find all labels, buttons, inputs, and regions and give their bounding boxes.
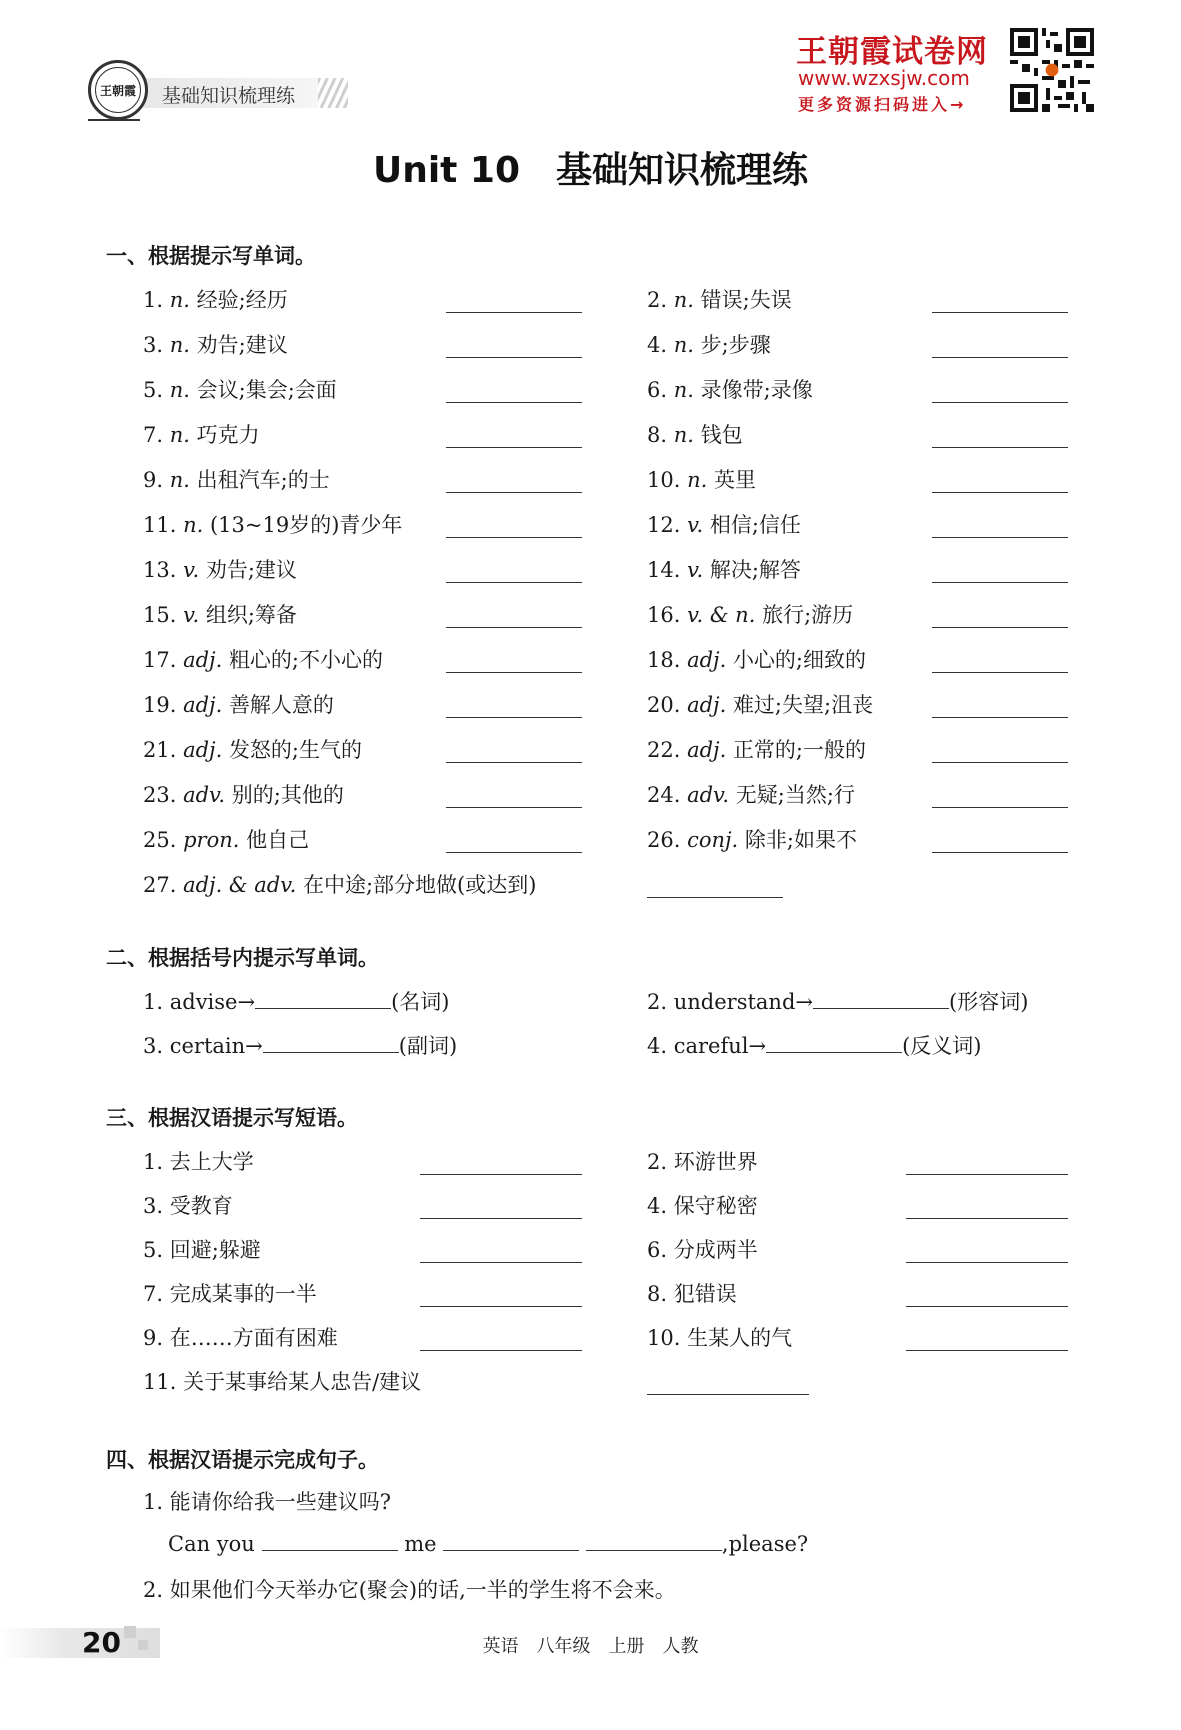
s1-answer-blank-5[interactable] [446, 402, 582, 403]
s1-item-num: 27. [143, 873, 177, 897]
s1-item-20 [647, 689, 873, 719]
s1-answer-blank-10[interactable] [932, 492, 1068, 493]
s3-item-text: 受教育 [169, 1194, 233, 1218]
s1-item-num: 25. [143, 828, 177, 852]
s2-item-2 [647, 986, 1028, 1016]
s1-item-pos: v. & n. [687, 603, 756, 627]
s1-item-num: 10. [647, 468, 681, 492]
s3-item-text: 关于某事给某人忠告/建议 [183, 1370, 422, 1394]
section1-title: 一、根据提示写单词。 [106, 244, 316, 268]
s3-item-text: 犯错误 [673, 1282, 737, 1306]
s1-item-num: 2. [647, 288, 668, 312]
s2-item-hint: (名词) [391, 990, 450, 1014]
brand-name: 王朝霞试卷网 [796, 34, 988, 70]
s2-item-word: understand→ [673, 990, 813, 1014]
s1-item-pos: adj. [183, 693, 223, 717]
s3-item-num: 6. [647, 1238, 668, 1262]
title-topic: 基础知识梳理练 [556, 150, 809, 191]
s1-item-num: 5. [143, 378, 164, 402]
s1-item-pos: adj. [183, 648, 223, 672]
s1-answer-blank-23[interactable] [446, 807, 582, 808]
s1-item-num: 23. [143, 783, 177, 807]
s1-item-text: 除非;如果不 [744, 828, 857, 852]
s3-item-text: 保守秘密 [673, 1194, 758, 1218]
s1-item-12 [647, 509, 801, 539]
s2-answer-blank[interactable] [766, 1032, 902, 1053]
s3-item-num: 8. [647, 1282, 668, 1306]
s1-item-text: 无疑;当然;行 [735, 783, 855, 807]
s1-item-num: 12. [647, 513, 681, 537]
s1-item-pos: n. [673, 288, 694, 312]
s3-item-num: 9. [143, 1326, 164, 1350]
s3-item-text: 回避;躲避 [169, 1238, 261, 1262]
s4-q1-blank-2[interactable] [443, 1530, 579, 1551]
s1-answer-blank-14[interactable] [932, 582, 1068, 583]
s3-item-text: 生某人的气 [687, 1326, 793, 1350]
s3-answer-blank-5[interactable] [420, 1262, 582, 1263]
s1-item-num: 19. [143, 693, 177, 717]
s1-answer-blank-2[interactable] [932, 312, 1068, 313]
s1-item-2 [647, 284, 792, 314]
s1-item-text: 钱包 [700, 423, 743, 447]
publisher-logo [88, 60, 148, 120]
s2-item-word: advise→ [169, 990, 256, 1014]
s1-item-8 [647, 419, 743, 449]
s1-answer-blank-9[interactable] [446, 492, 582, 493]
s1-answer-blank-26[interactable] [932, 852, 1068, 853]
s1-answer-blank-25[interactable] [446, 852, 582, 853]
s1-answer-blank-17[interactable] [446, 672, 582, 673]
s1-item-3 [143, 329, 288, 359]
section2-title: 二、根据括号内提示写单词。 [106, 946, 379, 970]
s3-answer-blank-2[interactable] [906, 1174, 1068, 1175]
s1-item-num: 6. [647, 378, 668, 402]
s2-item-4 [647, 1030, 981, 1060]
s4-q1-blank-3[interactable] [586, 1530, 722, 1551]
s1-item-21 [143, 734, 362, 764]
s1-item-pos: adj. [687, 738, 727, 762]
s1-answer-blank-3[interactable] [446, 357, 582, 358]
s2-answer-blank[interactable] [255, 988, 391, 1009]
s3-item-10 [647, 1322, 792, 1352]
header-stripes [318, 78, 348, 108]
s3-answer-blank-11[interactable] [647, 1394, 809, 1395]
s1-item-pos: v. [687, 513, 704, 537]
s1-item-pos: adv. [183, 783, 226, 807]
s1-item-text: 录像带;录像 [700, 378, 813, 402]
s1-item-pos: adj. [687, 648, 727, 672]
s1-item-19 [143, 689, 334, 719]
s2-item-word: careful→ [673, 1034, 767, 1058]
s1-answer-blank-21[interactable] [446, 762, 582, 763]
s1-item-num: 3. [143, 333, 164, 357]
s3-item-9 [143, 1322, 338, 1352]
s3-item-11 [143, 1366, 421, 1396]
s3-answer-blank-10[interactable] [906, 1350, 1068, 1351]
s1-item-pos: n. [169, 333, 190, 357]
s1-item-text: 粗心的;不小心的 [228, 648, 384, 672]
s1-item-num: 1. [143, 288, 164, 312]
s3-item-num: 2. [647, 1150, 668, 1174]
s1-answer-blank-15[interactable] [446, 627, 582, 628]
s1-answer-blank-1[interactable] [446, 312, 582, 313]
s3-item-7 [143, 1278, 317, 1308]
s1-item-pos: n. [687, 468, 708, 492]
s1-item-num: 16. [647, 603, 681, 627]
s1-item-26 [647, 824, 857, 854]
s1-item-text: 会议;集会;会面 [196, 378, 337, 402]
qr-code-icon[interactable] [1010, 28, 1094, 112]
s1-item-text: 组织;筹备 [205, 603, 297, 627]
s3-answer-blank-6[interactable] [906, 1262, 1068, 1263]
s4-q1-num: 1. [143, 1490, 164, 1514]
s4-q1-sentence [168, 1530, 808, 1556]
s4-q2-cn: 如果他们今天举办它(聚会)的话,一半的学生将不会来。 [169, 1578, 676, 1602]
s1-item-10 [647, 464, 756, 494]
s1-item-num: 8. [647, 423, 668, 447]
s1-answer-blank-16[interactable] [932, 627, 1068, 628]
s1-item-pos: n. [169, 468, 190, 492]
s3-answer-blank-9[interactable] [420, 1350, 582, 1351]
s4-q1-en-c: ,please? [721, 1532, 809, 1556]
s2-item-num: 2. [647, 990, 668, 1014]
s4-q1-en-a: Can you [168, 1532, 255, 1556]
s1-item-text: 解决;解答 [709, 558, 801, 582]
s2-item-hint: (副词) [398, 1034, 458, 1058]
s1-item-num: 11. [143, 513, 177, 537]
s1-item-text: 难过;失望;沮丧 [732, 693, 874, 717]
s2-answer-blank[interactable] [263, 1032, 399, 1053]
s1-item-pos: n. [673, 423, 694, 447]
s1-item-num: 20. [647, 693, 681, 717]
s1-item-pos: n. [169, 378, 190, 402]
s1-item-5 [143, 374, 337, 404]
s3-item-num: 7. [143, 1282, 164, 1306]
s2-item-hint: (形容词) [949, 990, 1029, 1014]
s1-item-pos: n. [169, 423, 190, 447]
s1-item-text: 相信;信任 [709, 513, 801, 537]
logo-text: 王朝霞 [99, 83, 136, 98]
s2-answer-blank[interactable] [813, 988, 949, 1009]
s1-item-14 [647, 554, 801, 584]
s1-item-16 [647, 599, 853, 629]
s1-item-24 [647, 779, 855, 809]
s1-item-25 [143, 824, 309, 854]
s2-item-hint: (反义词) [902, 1034, 982, 1058]
s1-item-23 [143, 779, 344, 809]
s4-q1-blank-1[interactable] [262, 1530, 398, 1551]
s1-item-text: 巧克力 [196, 423, 260, 447]
s1-answer-blank-18[interactable] [932, 672, 1068, 673]
s1-item-num: 13. [143, 558, 177, 582]
s3-item-text: 在……方面有困难 [169, 1326, 338, 1350]
s1-item-text: 小心的;细致的 [732, 648, 867, 672]
s1-item-num: 24. [647, 783, 681, 807]
s1-item-num: 22. [647, 738, 681, 762]
s1-item-pos: v. [687, 558, 704, 582]
s4-q1-cn: 能请你给我一些建议吗? [169, 1490, 391, 1514]
s3-item-text: 分成两半 [673, 1238, 758, 1262]
s1-answer-blank-19[interactable] [446, 717, 582, 718]
s1-item-text: 善解人意的 [228, 693, 334, 717]
s1-item-1 [143, 284, 288, 314]
s4-q1-en-b: me [404, 1532, 437, 1556]
s3-item-text: 去上大学 [169, 1150, 254, 1174]
scan-prompt: 更多资源扫码进入→ [798, 95, 967, 114]
s1-item-text: 发怒的;生气的 [228, 738, 363, 762]
s1-answer-blank-24[interactable] [932, 807, 1068, 808]
s2-item-num: 3. [143, 1034, 164, 1058]
s1-item-7 [143, 419, 260, 449]
s3-answer-blank-1[interactable] [420, 1174, 582, 1175]
s3-item-8 [647, 1278, 737, 1308]
s1-item-22 [647, 734, 866, 764]
s1-answer-blank-8[interactable] [932, 447, 1068, 448]
s1-item-text: 旅行;游历 [762, 603, 854, 627]
s1-item-4 [647, 329, 771, 359]
s1-item-text: 步;步骤 [700, 333, 771, 357]
s3-item-6 [647, 1234, 758, 1264]
s1-item-11 [143, 509, 402, 539]
s2-item-num: 1. [143, 990, 164, 1014]
s3-item-4 [647, 1190, 758, 1220]
s1-item-num: 21. [143, 738, 177, 762]
s3-item-text: 完成某事的一半 [169, 1282, 317, 1306]
series-label: 基础知识梳理练 [162, 85, 296, 107]
s1-item-num: 14. [647, 558, 681, 582]
s3-item-num: 3. [143, 1194, 164, 1218]
section4-title: 四、根据汉语提示完成句子。 [106, 1448, 379, 1472]
s1-item-pos: n. [169, 288, 190, 312]
s3-item-num: 10. [647, 1326, 681, 1350]
brand-url[interactable]: www.wzxsjw.com [798, 66, 970, 90]
s1-answer-blank-20[interactable] [932, 717, 1068, 718]
s1-item-pos: adj. [687, 693, 727, 717]
s1-item-9 [143, 464, 330, 494]
s1-item-num: 7. [143, 423, 164, 447]
s1-item-pos: conj. [687, 828, 739, 852]
page-number: 20 [82, 1626, 121, 1659]
s1-answer-blank-13[interactable] [446, 582, 582, 583]
s1-item-pos: v. [183, 603, 200, 627]
s3-item-3 [143, 1190, 233, 1220]
s1-item-pos: adv. [687, 783, 730, 807]
s2-item-1 [143, 986, 449, 1016]
s1-answer-blank-27[interactable] [647, 897, 783, 898]
s1-item-num: 9. [143, 468, 164, 492]
s1-item-text: 在中途;部分地做(或达到) [302, 873, 537, 897]
s3-item-num: 4. [647, 1194, 668, 1218]
s1-item-13 [143, 554, 297, 584]
s1-answer-blank-12[interactable] [932, 537, 1068, 538]
s1-item-pos: n. [183, 513, 204, 537]
s1-item-18 [647, 644, 866, 674]
s1-item-pos: n. [673, 378, 694, 402]
s3-item-2 [647, 1146, 758, 1176]
s4-q2-prompt [143, 1574, 676, 1604]
s1-answer-blank-22[interactable] [932, 762, 1068, 763]
s1-item-pos: v. [183, 558, 200, 582]
s1-item-text: 英里 [713, 468, 756, 492]
page-title [0, 142, 1181, 193]
s1-item-6 [647, 374, 813, 404]
s3-item-num: 1. [143, 1150, 164, 1174]
s1-item-text: (13~19岁的)青少年 [209, 513, 403, 537]
s3-item-text: 环游世界 [673, 1150, 758, 1174]
section3-title: 三、根据汉语提示写短语。 [106, 1106, 358, 1130]
s1-item-num: 26. [647, 828, 681, 852]
s1-answer-blank-7[interactable] [446, 447, 582, 448]
s3-item-5 [143, 1234, 261, 1264]
s4-q2-num: 2. [143, 1578, 164, 1602]
s1-item-num: 15. [143, 603, 177, 627]
s1-item-17 [143, 644, 383, 674]
s1-item-text: 正常的;一般的 [732, 738, 867, 762]
s1-item-num: 17. [143, 648, 177, 672]
s3-answer-blank-4[interactable] [906, 1218, 1068, 1219]
s1-item-27 [143, 869, 536, 899]
s2-item-num: 4. [647, 1034, 668, 1058]
s1-item-pos: adj. [183, 738, 223, 762]
s1-answer-blank-4[interactable] [932, 357, 1068, 358]
s1-item-text: 别的;其他的 [231, 783, 344, 807]
s1-item-15 [143, 599, 297, 629]
s1-item-text: 他自己 [246, 828, 310, 852]
s3-answer-blank-3[interactable] [420, 1218, 582, 1219]
s1-item-pos: adj. & adv. [183, 873, 297, 897]
s1-answer-blank-11[interactable] [446, 537, 582, 538]
s4-q1-prompt [143, 1486, 391, 1516]
s1-item-text: 劝告;建议 [205, 558, 297, 582]
s3-answer-blank-8[interactable] [906, 1306, 1068, 1307]
s1-answer-blank-6[interactable] [932, 402, 1068, 403]
footer-book-info: 英语 八年级 上册 人教 [482, 1636, 699, 1657]
s2-item-3 [143, 1030, 457, 1060]
title-unit: Unit 10 [372, 150, 521, 191]
s1-item-num: 18. [647, 648, 681, 672]
s2-item-word: certain→ [169, 1034, 263, 1058]
s3-item-1 [143, 1146, 254, 1176]
header-rule [88, 119, 140, 121]
s1-item-text: 经验;经历 [196, 288, 288, 312]
s3-answer-blank-7[interactable] [420, 1306, 582, 1307]
s1-item-pos: pron. [183, 828, 240, 852]
s1-item-num: 4. [647, 333, 668, 357]
s1-item-text: 劝告;建议 [196, 333, 288, 357]
s1-item-pos: n. [673, 333, 694, 357]
s3-item-num: 5. [143, 1238, 164, 1262]
s3-item-num: 11. [143, 1370, 177, 1394]
s1-item-text: 错误;失误 [700, 288, 792, 312]
s1-item-text: 出租汽车;的士 [196, 468, 330, 492]
